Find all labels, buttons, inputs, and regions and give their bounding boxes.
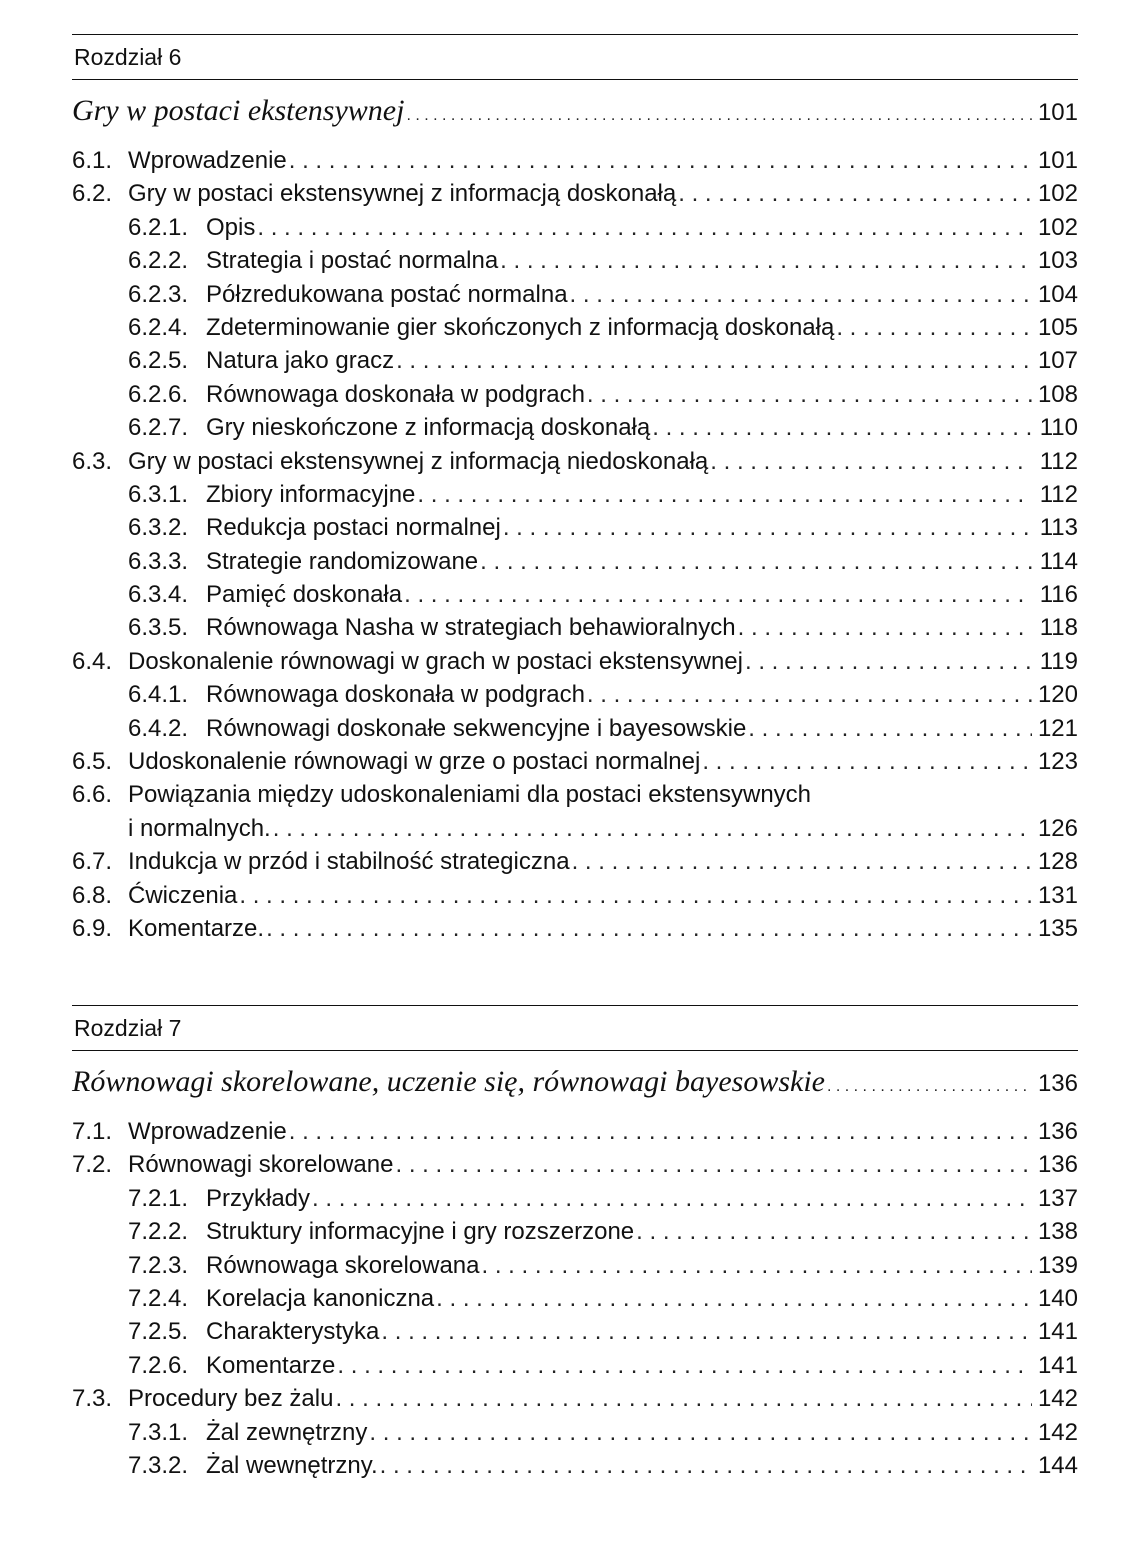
- entry-page-number: 120: [1037, 681, 1078, 709]
- toc-entry[interactable]: [72, 745, 1078, 778]
- entry-number: 7.2.3.: [128, 1251, 189, 1279]
- entry-number: 7.2.5.: [128, 1318, 189, 1346]
- dot-leader: [738, 611, 1032, 644]
- entry-page-number: 144: [1037, 1451, 1078, 1479]
- toc-entry[interactable]: [72, 378, 1078, 411]
- entry-page-number: 107: [1037, 347, 1078, 375]
- entry-number: 6.3.: [72, 447, 113, 475]
- entry-title: Gry w postaci ekstensywnej z informacją doskonałą: [128, 180, 677, 208]
- entry-title: Ćwiczenia: [128, 881, 238, 909]
- entry-number: 7.3.2.: [128, 1451, 189, 1479]
- chapter-6-section: [72, 34, 1078, 945]
- dot-leader: [652, 411, 1032, 444]
- entry-title: Udoskonalenie równowagi w grze o postaci normalnej: [128, 748, 701, 776]
- dot-leader: [570, 278, 1032, 311]
- toc-entry[interactable]: [72, 1148, 1078, 1181]
- dot-leader: [337, 1349, 1032, 1382]
- toc-entry[interactable]: [72, 1115, 1078, 1148]
- dot-leader: [636, 1215, 1032, 1248]
- entry-number: 6.2.6.: [128, 380, 189, 408]
- dot-leader: [710, 445, 1032, 478]
- entry-page-number: 118: [1039, 614, 1078, 642]
- entry-page-number: 102: [1037, 213, 1078, 241]
- entry-title: Żal wewnętrzny.: [206, 1451, 378, 1479]
- toc-entry[interactable]: [72, 845, 1078, 878]
- entry-title: Indukcja w przód i stabilność strategiczna: [128, 848, 570, 876]
- entry-page-number: 142: [1037, 1418, 1078, 1446]
- entry-number: 6.3.2.: [128, 514, 189, 542]
- entry-title: Pamięć doskonała: [206, 581, 403, 609]
- toc-entry[interactable]: [72, 1182, 1078, 1215]
- label-rule: [72, 79, 1078, 80]
- dot-leader: [503, 511, 1032, 544]
- dot-leader: [482, 1249, 1033, 1282]
- entry-page-number: 136: [1037, 1118, 1078, 1145]
- entry-page-number: 113: [1039, 514, 1078, 542]
- entry-page-number: 116: [1039, 581, 1078, 609]
- entry-title: Strategie randomizowane: [206, 547, 479, 575]
- entry-number: 6.2.3.: [128, 280, 189, 308]
- entry-page-number: 141: [1037, 1351, 1078, 1379]
- dot-leader: [748, 712, 1032, 745]
- entry-page-number: 119: [1039, 647, 1078, 675]
- entry-title: Równowaga skorelowana: [206, 1251, 480, 1279]
- entry-title-continued: i normalnych.: [128, 814, 271, 842]
- dot-leader: [257, 211, 1032, 244]
- entry-page-number: 138: [1037, 1218, 1078, 1246]
- toc-entry[interactable]: [72, 1282, 1078, 1315]
- entry-number: 6.3.3.: [128, 547, 189, 575]
- entry-title: Struktury informacyjne i gry rozszerzone: [206, 1218, 635, 1246]
- entry-title: Równowaga doskonała w podgrach: [206, 380, 585, 408]
- entry-title: Wprowadzenie: [128, 147, 287, 174]
- chapter-title-row[interactable]: [72, 94, 1078, 138]
- toc-entry[interactable]: [72, 645, 1078, 678]
- entry-page-number: 103: [1037, 247, 1078, 275]
- dot-leader: [289, 144, 1032, 177]
- toc-list: [72, 144, 1078, 945]
- entry-page-number: 104: [1037, 280, 1078, 308]
- entry-page-number: 141: [1037, 1318, 1078, 1346]
- dot-leader: [312, 1182, 1032, 1215]
- toc-list: [72, 1115, 1078, 1482]
- entry-number: 6.6.: [72, 781, 113, 809]
- entry-page-number: 101: [1037, 147, 1078, 174]
- entry-page-number: 135: [1037, 914, 1078, 942]
- entry-page-number: 114: [1039, 547, 1078, 575]
- dot-leader: [289, 1115, 1032, 1148]
- dot-leader: [404, 578, 1032, 611]
- entry-number: 6.5.: [72, 748, 113, 776]
- toc-entry[interactable]: [72, 912, 1078, 945]
- dot-leader: [702, 745, 1032, 778]
- entry-number: 6.2.7.: [128, 414, 189, 442]
- toc-entry[interactable]: [72, 879, 1078, 912]
- entry-number: 6.9.: [72, 914, 113, 942]
- entry-number: 6.2.1.: [128, 213, 189, 241]
- dot-leader: [436, 1282, 1032, 1315]
- entry-title: Powiązania między udoskonaleniami dla postaci ekstensywnych: [128, 781, 812, 809]
- dot-leader: [239, 879, 1032, 912]
- entry-page-number: 123: [1037, 748, 1078, 776]
- dot-leader: [827, 1078, 1032, 1096]
- entry-title: Redukcja postaci normalnej: [206, 514, 501, 542]
- toc-entry[interactable]: [72, 344, 1078, 377]
- entry-number: 7.2.2.: [128, 1218, 189, 1246]
- entry-title: Komentarze.: [128, 914, 265, 942]
- chapter-label: Rozdział 7: [74, 1015, 182, 1041]
- toc-entry[interactable]: [72, 1349, 1078, 1382]
- chapter-7-section: [72, 1005, 1078, 1482]
- chapter-title-row[interactable]: [72, 1065, 1078, 1109]
- toc-entry[interactable]: [72, 678, 1078, 711]
- entry-number: 6.4.: [72, 647, 113, 675]
- entry-number: 6.4.1.: [128, 681, 189, 709]
- dot-leader: [480, 545, 1032, 578]
- dot-leader: [836, 311, 1032, 344]
- entry-page-number: 121: [1037, 714, 1078, 742]
- entry-title: Równowagi skorelowane: [128, 1151, 394, 1179]
- chapter-label: Rozdział 6: [74, 44, 182, 70]
- entry-title: Strategia i postać normalna: [206, 247, 499, 275]
- dot-leader: [745, 645, 1032, 678]
- entry-title: Procedury bez żalu: [128, 1385, 334, 1413]
- toc-entry[interactable]: [72, 478, 1078, 511]
- toc-entry[interactable]: [72, 712, 1078, 745]
- entry-number: 6.2.2.: [128, 247, 189, 275]
- entry-number: 7.1.: [72, 1118, 113, 1145]
- entry-title: Gry nieskończone z informacją doskonałą: [206, 414, 651, 442]
- toc-entry[interactable]: [72, 511, 1078, 544]
- dot-leader: [381, 1315, 1032, 1348]
- entry-page-number: 102: [1037, 180, 1078, 208]
- entry-page-number: 139: [1037, 1251, 1078, 1279]
- entry-page-number: 110: [1039, 414, 1078, 442]
- toc-entry[interactable]: [72, 1416, 1078, 1449]
- entry-page-number: 131: [1037, 881, 1078, 909]
- entry-number: 6.7.: [72, 848, 113, 876]
- entry-page-number: 126: [1037, 814, 1078, 842]
- entry-number: 7.2.4.: [128, 1284, 189, 1312]
- entry-number: 7.2.1.: [128, 1184, 189, 1212]
- entry-number: 6.3.5.: [128, 614, 189, 642]
- toc-entry[interactable]: [72, 411, 1078, 444]
- toc-entry[interactable]: [72, 244, 1078, 277]
- entry-title: Wprowadzenie: [128, 1118, 287, 1145]
- chapter-title: Równowagi skorelowane, uczenie się, równowagi bayesowskie: [72, 1065, 825, 1098]
- label-rule: [72, 1050, 1078, 1051]
- entry-number: 7.3.1.: [128, 1418, 189, 1446]
- dot-leader: [417, 478, 1032, 511]
- entry-title: Komentarze: [206, 1351, 336, 1379]
- entry-number: 6.3.4.: [128, 581, 189, 609]
- entry-number: 7.2.6.: [128, 1351, 189, 1379]
- entry-page-number: 140: [1037, 1284, 1078, 1312]
- entry-number: 7.2.: [72, 1151, 113, 1179]
- toc-entry[interactable]: [72, 144, 1078, 177]
- dot-leader: [678, 177, 1032, 210]
- dot-leader: [587, 378, 1032, 411]
- dot-leader: [500, 244, 1032, 277]
- entry-page-number: 105: [1037, 313, 1078, 341]
- toc-entry[interactable]: [72, 1215, 1078, 1248]
- toc-entry[interactable]: [72, 1249, 1078, 1282]
- entry-number: 6.2.5.: [128, 347, 189, 375]
- entry-page-number: 112: [1039, 447, 1078, 475]
- entry-title: Przykłady: [206, 1184, 311, 1212]
- dot-leader: [587, 678, 1032, 711]
- entry-number: 6.3.1.: [128, 480, 189, 508]
- dot-leader: [273, 812, 1032, 845]
- dot-leader: [396, 344, 1032, 377]
- dot-leader: [380, 1449, 1032, 1482]
- toc-entry[interactable]: [72, 177, 1078, 210]
- entry-title: Równowaga doskonała w podgrach: [206, 681, 585, 709]
- entry-title: Korelacja kanoniczna: [206, 1284, 435, 1312]
- toc-entry[interactable]: [72, 311, 1078, 344]
- toc-entry[interactable]: [72, 445, 1078, 478]
- toc-entry[interactable]: [72, 578, 1078, 611]
- entry-title: Zdeterminowanie gier skończonych z informacją doskonałą: [206, 313, 835, 341]
- entry-title: Równowaga Nasha w strategiach behawioralnych: [206, 614, 736, 642]
- entry-page-number: 136: [1037, 1151, 1078, 1179]
- entry-number: 6.8.: [72, 881, 113, 909]
- toc-entry[interactable]: [72, 1382, 1078, 1415]
- entry-title: Opis: [206, 213, 256, 241]
- dot-leader: [406, 107, 1032, 125]
- entry-title: Zbiory informacyjne: [206, 480, 416, 508]
- entry-page-number: 108: [1037, 380, 1078, 408]
- entry-page-number: 142: [1037, 1385, 1078, 1413]
- toc-entry[interactable]: [72, 278, 1078, 311]
- dot-leader: [369, 1416, 1032, 1449]
- toc-entry[interactable]: [72, 1315, 1078, 1348]
- toc-entry[interactable]: [72, 1449, 1078, 1482]
- entry-title: Półzredukowana postać normalna: [206, 280, 568, 308]
- toc-entry[interactable]: [72, 545, 1078, 578]
- chapter-page-number: 101: [1037, 99, 1078, 126]
- entry-number: 7.3.: [72, 1385, 113, 1413]
- toc-entry[interactable]: [72, 611, 1078, 644]
- dot-leader: [266, 912, 1032, 945]
- entry-page-number: 137: [1037, 1184, 1078, 1212]
- dot-leader: [335, 1382, 1032, 1415]
- entry-page-number: 128: [1037, 848, 1078, 876]
- entry-title: Równowagi doskonałe sekwencyjne i bayesowskie: [206, 714, 747, 742]
- toc-entry[interactable]: [72, 778, 1078, 845]
- entry-title: Natura jako gracz: [206, 347, 395, 375]
- entry-title: Doskonalenie równowagi w grach w postaci ekstensywnej: [128, 647, 743, 675]
- entry-title: Charakterystyka: [206, 1318, 380, 1346]
- toc-entry[interactable]: [72, 211, 1078, 244]
- entry-number: 6.2.4.: [128, 313, 189, 341]
- entry-number: 6.4.2.: [128, 714, 189, 742]
- dot-leader: [572, 845, 1032, 878]
- entry-number: 6.2.: [72, 180, 113, 208]
- dot-leader: [395, 1148, 1032, 1181]
- entry-title: Gry w postaci ekstensywnej z informacją niedoskonałą: [128, 447, 709, 475]
- chapter-page-number: 136: [1037, 1070, 1078, 1097]
- entry-title: Żal zewnętrzny: [206, 1418, 368, 1446]
- chapter-title: Gry w postaci ekstensywnej: [72, 94, 405, 127]
- entry-page-number: 112: [1039, 480, 1078, 508]
- entry-number: 6.1.: [72, 147, 113, 174]
